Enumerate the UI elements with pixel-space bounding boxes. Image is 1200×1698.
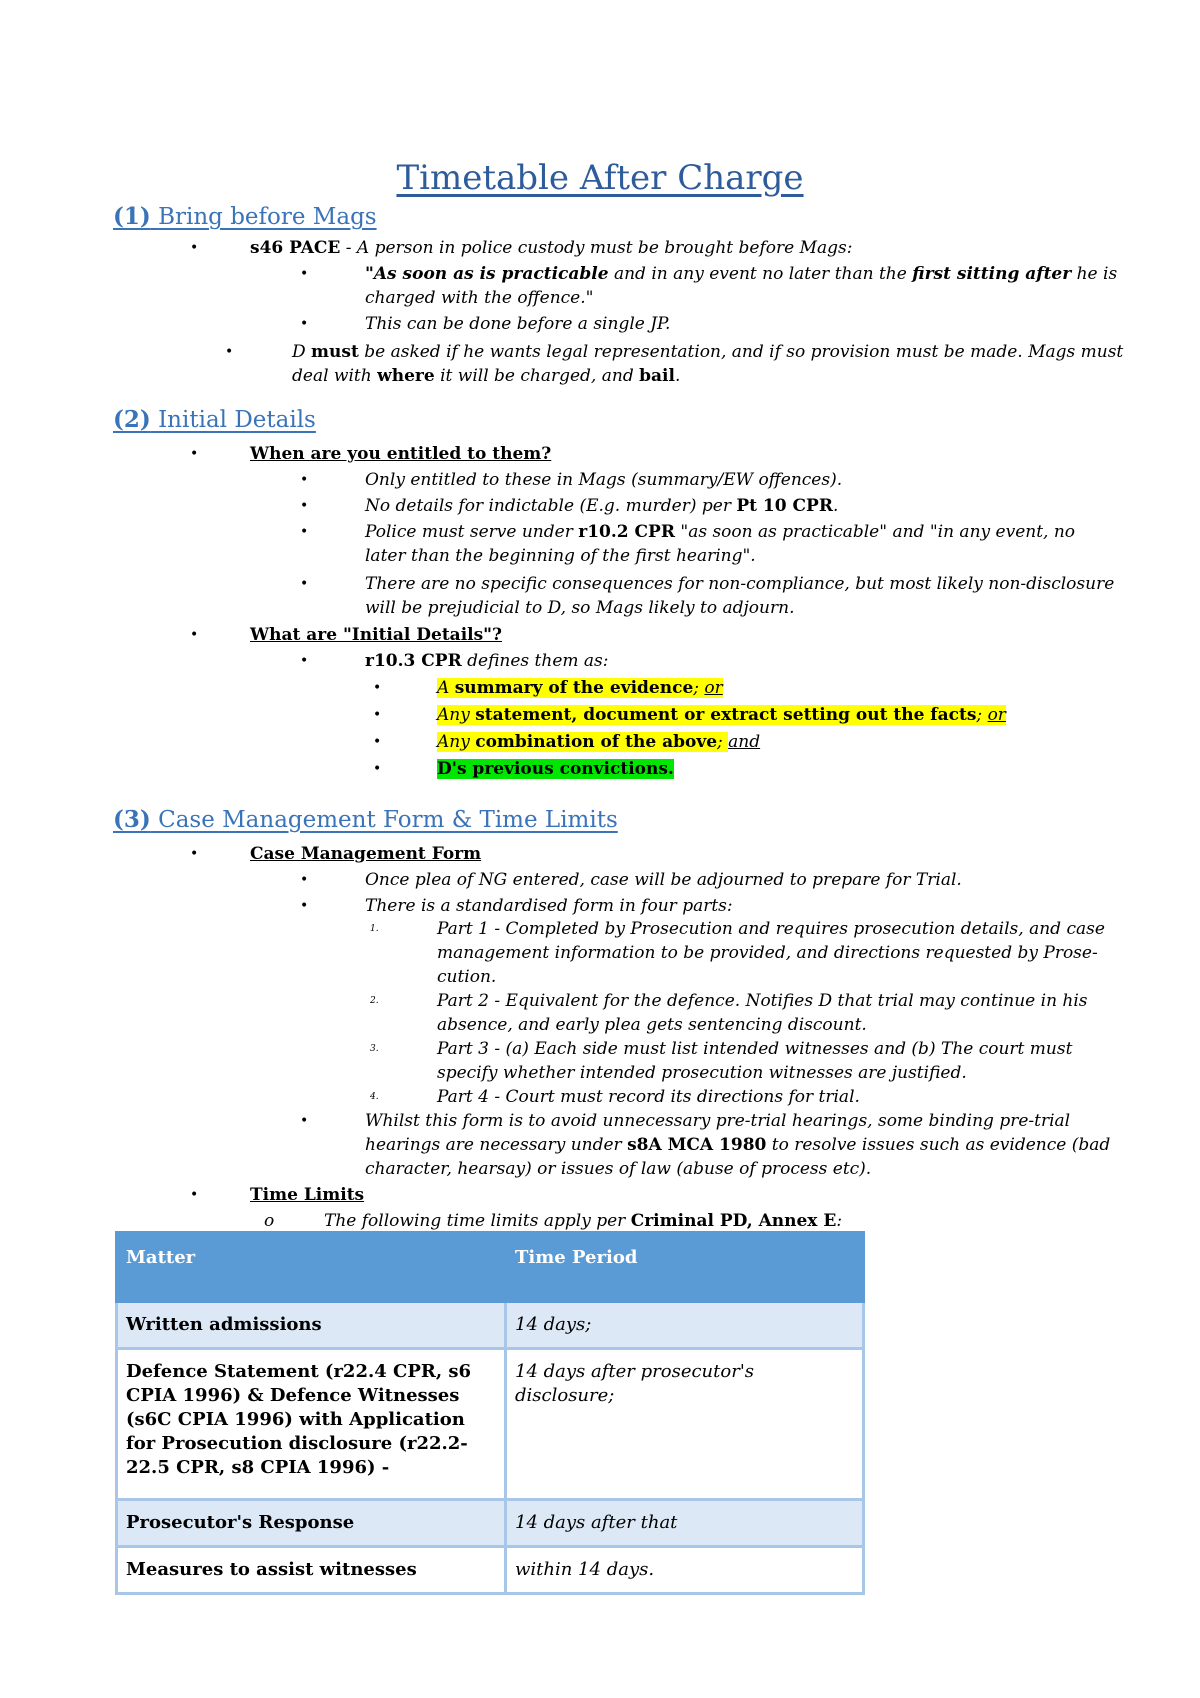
page-title: Timetable After Charge [396,158,804,198]
s3-time-limits: Time Limits [250,1185,365,1205]
s2-q1-sub-4: There are no specific consequences for non-compliance, but most likely non-disclosure [365,574,1115,594]
part-1-line-2: management information to be provided, and directions requested by Prose- [437,943,1098,963]
s2-q1-sub-1: Only entitled to these in Mags (summary/EW offences). [365,470,843,490]
s3-case-management-form: Case Management Form [250,844,482,864]
table-cell-matter: Prosecutor's Response [117,1500,506,1547]
bullet-icon: • [300,653,309,669]
initial-detail-2: Any statement, document or extract setting out the facts; or [437,705,1006,725]
time-limits-table [115,1231,865,1595]
bullet-icon: • [300,576,309,592]
s2-question-1: When are you entitled to them? [250,444,552,464]
table-row [117,1349,864,1500]
bullet-icon: • [373,761,382,777]
part-number: 2. [370,996,379,1006]
s2-q1-sub-3: Police must serve under r10.2 CPR "as soon as practicable" and "in any event, no [365,522,1076,542]
part-3-line-1: Part 3 - (a) Each side must list intended witnesses and (b) The court must [437,1039,1073,1059]
s3-cmf-sub-3-cont: hearings are necessary under s8A MCA 1980 to resolve issues such as evidence (bad [365,1135,1111,1155]
bullet-icon: • [300,316,309,332]
part-3-line-2: specify whether intended prosecution witnesses are justified. [437,1063,967,1083]
part-number: 4. [370,1092,379,1102]
bullet-icon: • [300,1113,309,1129]
s3-cmf-sub-3-cont-2: character, hearsay) or issues of law (abuse of process etc). [365,1159,872,1179]
bullet-icon: • [300,898,309,914]
section-1-number: (1) [113,203,151,230]
part-1-line-1: Part 1 - Completed by Prosecution and requires prosecution details, and case [437,919,1105,939]
circle-bullet-icon: o [264,1211,275,1231]
initial-detail-4: D's previous convictions. [437,759,674,779]
bullet-icon: • [373,707,382,723]
bullet-icon: • [300,266,309,282]
bullet-icon: • [300,472,309,488]
section-2-number: (2) [113,406,151,433]
bullet-icon: • [373,680,382,696]
table-cell-matter: Defence Statement (r22.4 CPR, s6 CPIA 1996) & Defence Witnesses (s6C CPIA 1996) with Application for Prosecution disclosure (r22.2-22.5 CPR, s8 CPIA 1996) - [117,1349,506,1500]
s2-question-2: What are "Initial Details"? [250,625,503,645]
table-cell-matter: Measures to assist witnesses [117,1547,506,1594]
part-number: 3. [370,1044,379,1054]
section-3-number: (3) [113,806,151,833]
table-header-time-period: Time Period [506,1233,864,1302]
s3-cmf-sub-1: Once plea of NG entered, case will be adjourned to prepare for Trial. [365,870,962,890]
table-cell-matter: Written admissions [117,1302,506,1349]
s1-sub-bullet-1-cont: charged with the offence." [365,288,594,308]
bullet-icon: • [190,240,199,256]
s1-bullet-2-cont: deal with where it will be charged, and bail. [292,366,681,386]
part-1-line-3: cution. [437,967,497,987]
bullet-icon: • [373,734,382,750]
table-row [117,1500,864,1547]
bullet-icon: • [300,872,309,888]
table-cell-period: 14 days after prosecutor's disclosure; [506,1349,864,1500]
bullet-icon: • [300,498,309,514]
table-cell-period: 14 days; [506,1302,864,1349]
bullet-icon: • [190,1187,199,1203]
s1-bullet-2: D must be asked if he wants legal representation, and if so provision must be made. Mags must [292,342,1124,362]
initial-detail-3: Any combination of the above; and [437,732,761,752]
table-cell-period: 14 days after that [506,1500,864,1547]
table-row [117,1302,864,1349]
table-header-row [117,1233,864,1302]
s3-cmf-sub-2: There is a standardised form in four parts: [365,896,733,916]
s2-q1-sub-2: No details for indictable (E.g. murder) per Pt 10 CPR. [365,496,839,516]
bullet-icon: • [225,344,234,360]
s1-sub-bullet-1: "As soon as is practicable and in any event no later than the first sitting after he is [365,264,1118,284]
part-number: 1. [370,924,379,934]
table-cell-period: within 14 days. [506,1547,864,1594]
bullet-icon: • [300,524,309,540]
section-3-heading [113,806,618,833]
table-header-matter: Matter [117,1233,506,1302]
section-1-title: Bring before Mags [158,204,377,230]
bullet-icon: • [190,627,199,643]
bullet-icon: • [190,446,199,462]
s3-time-limits-sub: The following time limits apply per Criminal PD, Annex E: [324,1211,843,1231]
section-1-heading [113,203,377,230]
part-2-line-1: Part 2 - Equivalent for the defence. Notifies D that trial may continue in his [437,991,1088,1011]
s3-cmf-sub-3: Whilst this form is to avoid unnecessary pre-trial hearings, some binding pre-trial [365,1111,1071,1131]
part-2-line-2: absence, and early plea gets sentencing discount. [437,1015,867,1035]
section-3-title: Case Management Form & Time Limits [158,807,618,833]
section-2-title: Initial Details [158,407,316,433]
s1-sub-bullet-2: This can be done before a single JP. [365,314,671,334]
s2-q1-sub-4-cont: will be prejudicial to D, so Mags likely to adjourn. [365,598,795,618]
bullet-icon: • [190,846,199,862]
table-row [117,1547,864,1594]
initial-detail-1: A summary of the evidence; or [437,678,723,698]
section-2-heading [113,406,316,433]
part-4-line-1: Part 4 - Court must record its directions for trial. [437,1087,860,1107]
s2-q2-sub-1: r10.3 CPR defines them as: [365,651,609,671]
s1-bullet-1: s46 PACE - A person in police custody must be brought before Mags: [250,238,853,258]
s2-q1-sub-3-cont: later than the beginning of the first hearing". [365,546,756,566]
